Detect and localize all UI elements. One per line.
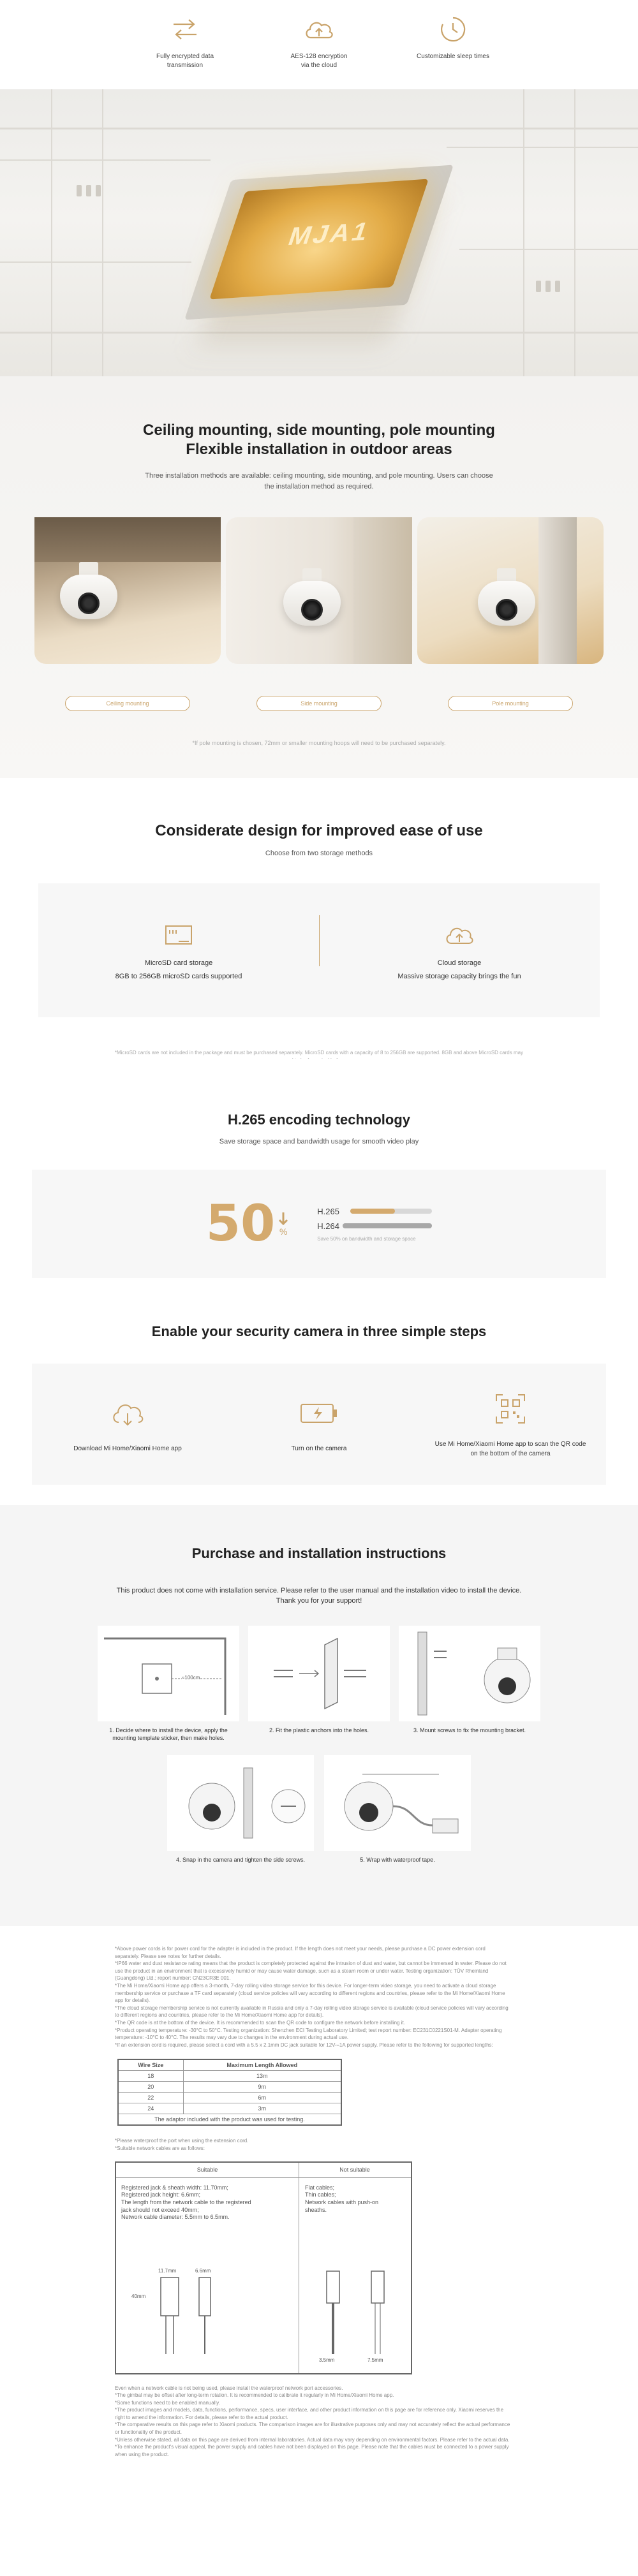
install-step-diagram [248, 1626, 390, 1742]
table-header: Maximum Length Allowed [183, 2059, 341, 2071]
ceiling-mounting-tab[interactable]: Ceiling mounting [65, 696, 190, 711]
setup-step [242, 1394, 396, 1454]
pole-mounting-photo [417, 517, 604, 664]
step-text: Download Mi Home/Xiaomi Home app [73, 1445, 182, 1452]
table-row: 24 3m [118, 2103, 341, 2114]
fine-print-bottom: Even when a network cable is not being used, please install the waterproof network port accessories. *The gimbal may be offset after long-term rotation. It is recommended to calibrate it regularly in Mi Home/Xiaomi Home app. *Some functions need to be enabled manually. *The product images and models, data, functions, performance, specs, user interface, and other product information on this page are for reference only. Xiaomi reserves the right to amend the information. For details, please refer to the actual product. *The comparative results on this page refer to Xiaomi products. The comparison images are for illustrative purposes only and may not accurately reflect the actual performance or functionality of the product. *Unless otherwise stated, all data on this page are derived from internal laboratories. Actual data may vary depending on environmental factors. Please refer to the actual data. *To enhance the product's visual appeal, the power supply and cables have not been displayed on this page. Please note that the cables must be connected to a power supply when using the product. [115, 2385, 510, 2457]
pole-mounting-tab[interactable]: Pole mounting [448, 696, 573, 711]
install-note: *If pole mounting is chosen, 72mm or smaller mounting hoops will need to be purchased separately. [192, 740, 446, 746]
step-caption: 2. Fit the plastic anchors into the holes. [269, 1726, 369, 1733]
purchase-intro: This product does not come with installation service. Please refer to the user manual and the installation video to install the device. Thank you for your support! [116, 1586, 522, 1605]
network-cable-table [115, 2161, 412, 2374]
ceiling-mounting-photo [34, 517, 221, 664]
microsd-card-icon [96, 917, 262, 953]
codec-label: H.264 [317, 1221, 339, 1231]
dim-label: 40mm [131, 2293, 146, 2299]
feature-label: Fully encrypted data transmission [156, 53, 214, 69]
feature-item [412, 11, 494, 89]
install-step-diagram [399, 1626, 540, 1742]
storage-note: *MicroSD cards are not included in the package and must be purchased separately. MicroSD cards with a capacity of 8 to 256GB are supported. 8GB and above MicroSD cards may [114, 1049, 524, 1056]
mounting-options [0, 696, 638, 711]
fine-print-top: *Above power cords is for power cord for the adapter is included in the product. If the length does not meet your needs, please purchase a DC power extension cord separately. Please see notes for further details. *IP66 water and dust resistance rating means that the product is completely protected against the intrusion of dust and water, but cannot be immersed in water. Please do not use the product in an environment that is excessively humid or may cause water damage, such as a steam room or under water. Testing organization: TÜV Rheinland (Guangdong) Ltd.; report number: CN23CR3E 001. *The Mi Home/Xiaomi Home app offers a 3-month, 7-day rolling video storage service for this device. For longer-term video storage, you need to activate a cloud storage membership service or purchase a TF card separately (cloud service policies will vary according to different regions and countries, please refer to the Mi Home/Xiaomi Home app for details). *The cloud storage membership service is not currently available in Russia and only a 7-day rolling video storage service is available (cloud service policies will vary according to different regions and countries, please refer to the Mi Home/Xiaomi Home app for details). *The QR code is at the bottom of the device. It is recommended to scan the QR code to configure the network before installing it. *Product operating temperature: -30°C to 50°C. Testing organization: Shenzhen ECI Testing Laboratory Limited; test report number: EC231C0221S01-M. Adapter operating temperature: -10°C to 40°C. The results may vary due to changes in the environment during actual use. *If an extension cord is required, please select a cord with a 5.5 x 2.1mm DC jack suitable for 12V⎓1A power supply. Please refer to the following for supported lengths: [115, 1946, 508, 2048]
h265-title: H.265 encoding technology [227, 1112, 411, 1128]
battery-power-icon [300, 1394, 338, 1432]
distance-label: ≈100cm [182, 1674, 200, 1681]
install-subtitle: Three installation methods are available: ceiling mounting, side mounting, and pole mounting. Users can choose the installation method as required. [145, 472, 493, 490]
table-row: 22 6m [118, 2093, 341, 2103]
steps-card [32, 1364, 606, 1485]
side-mounting-tab[interactable]: Side mounting [256, 696, 382, 711]
side-mounting-photo [226, 517, 412, 664]
install-title: Ceiling mounting, side mounting, pole mounting Flexible installation in outdoor areas [143, 422, 495, 458]
installation-section [0, 376, 638, 778]
step-caption: 4. Snap in the camera and tighten the side screws. [175, 1856, 306, 1863]
step-caption: 1. Decide where to install the device, apply the mounting template sticker, then make holes. [109, 1726, 228, 1742]
h265-bar [350, 1209, 395, 1214]
cloud-upload-icon [301, 11, 337, 47]
cloud-storage-icon [376, 917, 542, 953]
feature-item [144, 11, 226, 89]
setup-step [51, 1394, 204, 1454]
table-header: Wire Size [118, 2059, 183, 2071]
storage-option-desc: 8GB to 256GB microSD cards supported [115, 972, 242, 980]
download-cloud-icon [108, 1394, 147, 1432]
suitable-cable-spec: Registered jack & sheath width: 11.70mm; Registered jack height: 6.6mm; The length from the network cable to the registered jack should not exceed 40mm; Network cable diameter: 5.5mm to 6.5mm. [121, 2184, 251, 2221]
percent-arrow [278, 1211, 289, 1237]
storage-option-name: Cloud storage [437, 959, 482, 967]
mounting-photos [0, 517, 638, 664]
feature-label: Customizable sleep times [417, 53, 489, 60]
install-diagrams-row2 [0, 1755, 638, 1864]
storage-subtitle: Choose from two storage methods [265, 850, 373, 857]
h264-bar [343, 1223, 432, 1228]
h265-section [0, 1059, 638, 1301]
extension-cord-table [117, 2059, 342, 2126]
features-row [0, 0, 638, 89]
install-step-diagram [167, 1755, 314, 1864]
storage-option-desc: Massive storage capacity brings the fun [397, 972, 521, 980]
codec-bar-row [317, 1221, 432, 1231]
table-row: 20 9m [118, 2082, 341, 2093]
step-caption: 3. Mount screws to fix the mounting bracket. [413, 1726, 526, 1733]
storage-title: Considerate design for improved ease of use [155, 822, 483, 839]
dim-label: 7.5mm [367, 2357, 383, 2363]
install-step-diagram [98, 1626, 239, 1742]
not-suitable-header: Not suitable [339, 2167, 370, 2173]
install-step-diagram [324, 1755, 471, 1864]
dim-label: 3.5mm [319, 2357, 335, 2363]
cable-diagrams [129, 2258, 410, 2367]
chip-hero-image [0, 89, 638, 376]
feature-item [278, 11, 360, 89]
h265-note: Save 50% on bandwidth and storage space [317, 1235, 416, 1242]
storage-section [0, 778, 638, 1059]
storage-option-microsd [96, 917, 262, 983]
codec-bar-row [317, 1207, 432, 1216]
setup-steps-section [0, 1301, 638, 1505]
table-footnote: The adaptor included with the product was used for testing. [118, 2114, 341, 2126]
fine-print-mid: *Please waterproof the port when using the extension cord. *Suitable network cables are as follows: [115, 2138, 249, 2151]
sleep-timer-icon [435, 11, 471, 47]
suitable-header: Suitable [197, 2167, 218, 2173]
install-diagrams-row1 [0, 1626, 638, 1742]
transfer-arrows-icon [167, 11, 203, 47]
table-row: 18 13m [118, 2071, 341, 2082]
notes-section [0, 1926, 638, 2576]
setup-step [434, 1390, 587, 1459]
codec-bars [317, 1207, 432, 1242]
chip-label: MJA1 [285, 217, 375, 251]
dim-label: 11.7mm [158, 2267, 177, 2274]
h265-subtitle: Save storage space and bandwidth usage for smooth video play [219, 1137, 419, 1145]
arrow-down-icon [278, 1211, 289, 1226]
unsuitable-cable-spec: Flat cables; Thin cables; Network cables with push-on sheaths. [305, 2184, 379, 2213]
codec-label: H.265 [317, 1206, 339, 1216]
storage-option-cloud [376, 917, 542, 983]
step-caption: 5. Wrap with waterproof tape. [360, 1856, 435, 1863]
purchase-title: Purchase and installation instructions [191, 1545, 447, 1561]
dim-label: 6.6mm [195, 2267, 211, 2274]
storage-card [38, 883, 600, 1017]
feature-label: AES-128 encryption via the cloud [290, 53, 348, 69]
step-text: Use Mi Home/Xiaomi Home app to scan the QR code on the bottom of the camera [434, 1440, 586, 1457]
saving-percentage: 50 [205, 1195, 276, 1253]
h265-card [32, 1170, 606, 1278]
purchase-section [0, 1505, 638, 1926]
storage-option-name: MicroSD card storage [144, 959, 213, 967]
qr-code-icon [491, 1390, 530, 1428]
step-text: Turn on the camera [291, 1445, 347, 1452]
steps-title: Enable your security camera in three simple steps [151, 1323, 487, 1339]
percent-sign: % [279, 1226, 288, 1237]
